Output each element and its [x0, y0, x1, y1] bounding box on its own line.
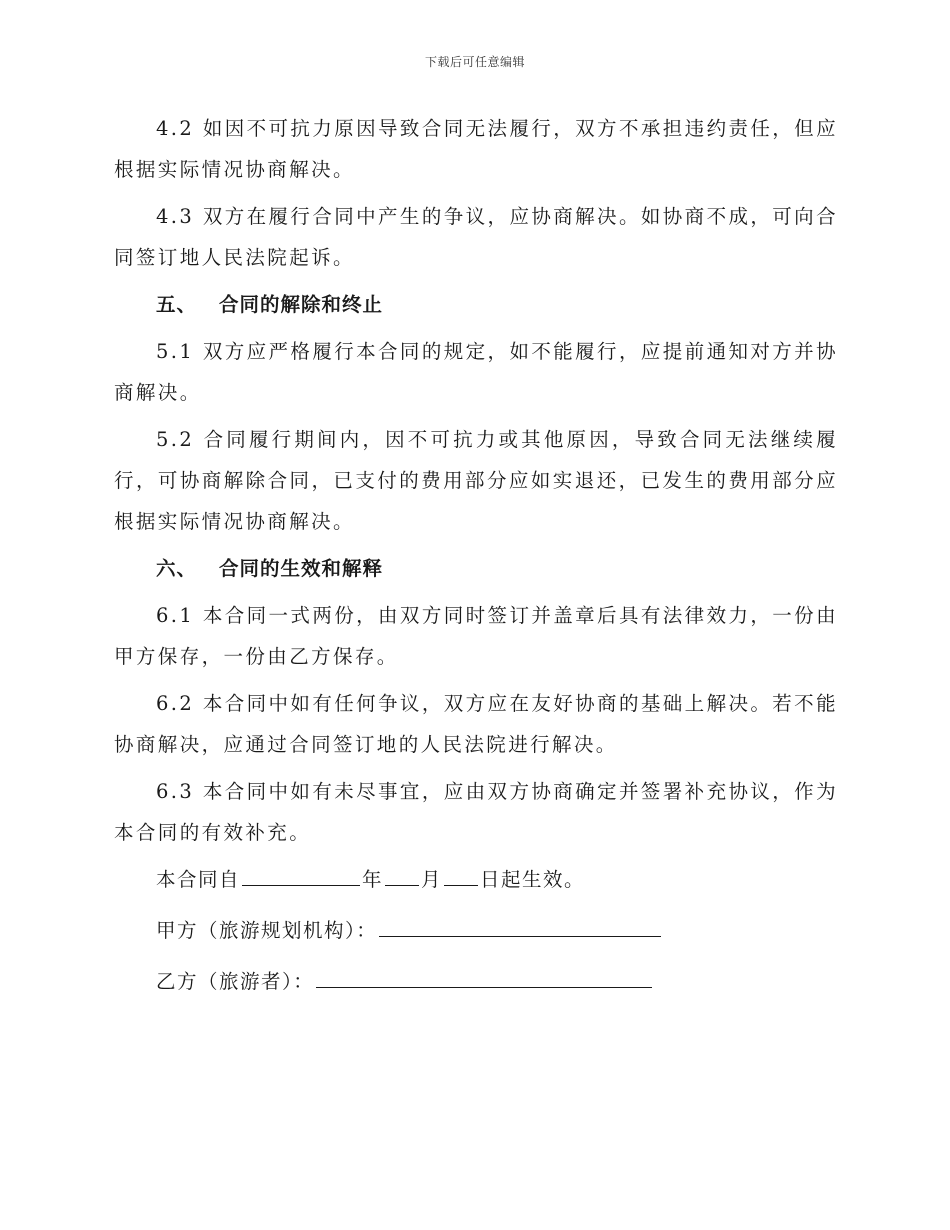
clause-5-1: 5.1 双方应严格履行本合同的规定，如不能履行，应提前通知对方并协商解决。	[114, 340, 838, 404]
clause-5-2: 5.2 合同履行期间内，因不可抗力或其他原因，导致合同无法继续履行，可协商解除合同，已支付的费用部分应如实退还，已发生的费用部分应根据实际情况协商解决。	[114, 428, 838, 533]
page-header: 下载后可任意编辑	[424, 55, 525, 69]
clause-4-2: 4.2 如因不可抗力原因导致合同无法履行，双方不承担违约责任，但应根据实际情况协商解决。	[114, 117, 838, 181]
party-a-signature-line	[114, 910, 838, 951]
clause-6-1: 6.1 本合同一式两份，由双方同时签订并盖章后具有法律效力，一份由甲方保存，一份由乙方保存。	[114, 604, 838, 668]
clause-6-3: 6.3 本合同中如有未尽事宜，应由双方协商确定并签署补充协议，作为本合同的有效补充。	[114, 780, 838, 844]
section-5-title: 合同的解除和终止	[219, 293, 384, 316]
section-6-number: 六、	[156, 557, 198, 580]
section-6-title: 合同的生效和解释	[219, 557, 384, 580]
month-blank[interactable]	[385, 863, 419, 886]
party-b-label: 乙方（旅游者）：	[156, 970, 315, 993]
document-body	[114, 108, 838, 1012]
clause-6-2: 6.2 本合同中如有任何争议，双方应在友好协商的基础上解决。若不能协商解决，应通过合同签订地的人民法院进行解决。	[114, 692, 838, 756]
effective-prefix: 本合同自	[156, 868, 241, 891]
section-5-heading	[114, 284, 838, 325]
effective-suffix: 日起生效。	[480, 868, 586, 891]
month-label: 月	[421, 868, 443, 891]
effective-date-line	[114, 859, 838, 900]
year-label: 年	[362, 868, 384, 891]
section-6-heading	[114, 548, 838, 589]
party-a-label: 甲方（旅游规划机构）：	[156, 919, 378, 942]
day-blank[interactable]	[444, 863, 478, 886]
party-b-signature-blank[interactable]	[316, 965, 652, 988]
year-blank[interactable]	[242, 863, 360, 886]
section-5-number: 五、	[156, 293, 198, 316]
clause-4-3: 4.3 双方在履行合同中产生的争议，应协商解决。如协商不成，可向合同签订地人民法院起诉。	[114, 205, 838, 269]
party-a-signature-blank[interactable]	[379, 914, 661, 937]
party-b-signature-line	[114, 961, 838, 1002]
